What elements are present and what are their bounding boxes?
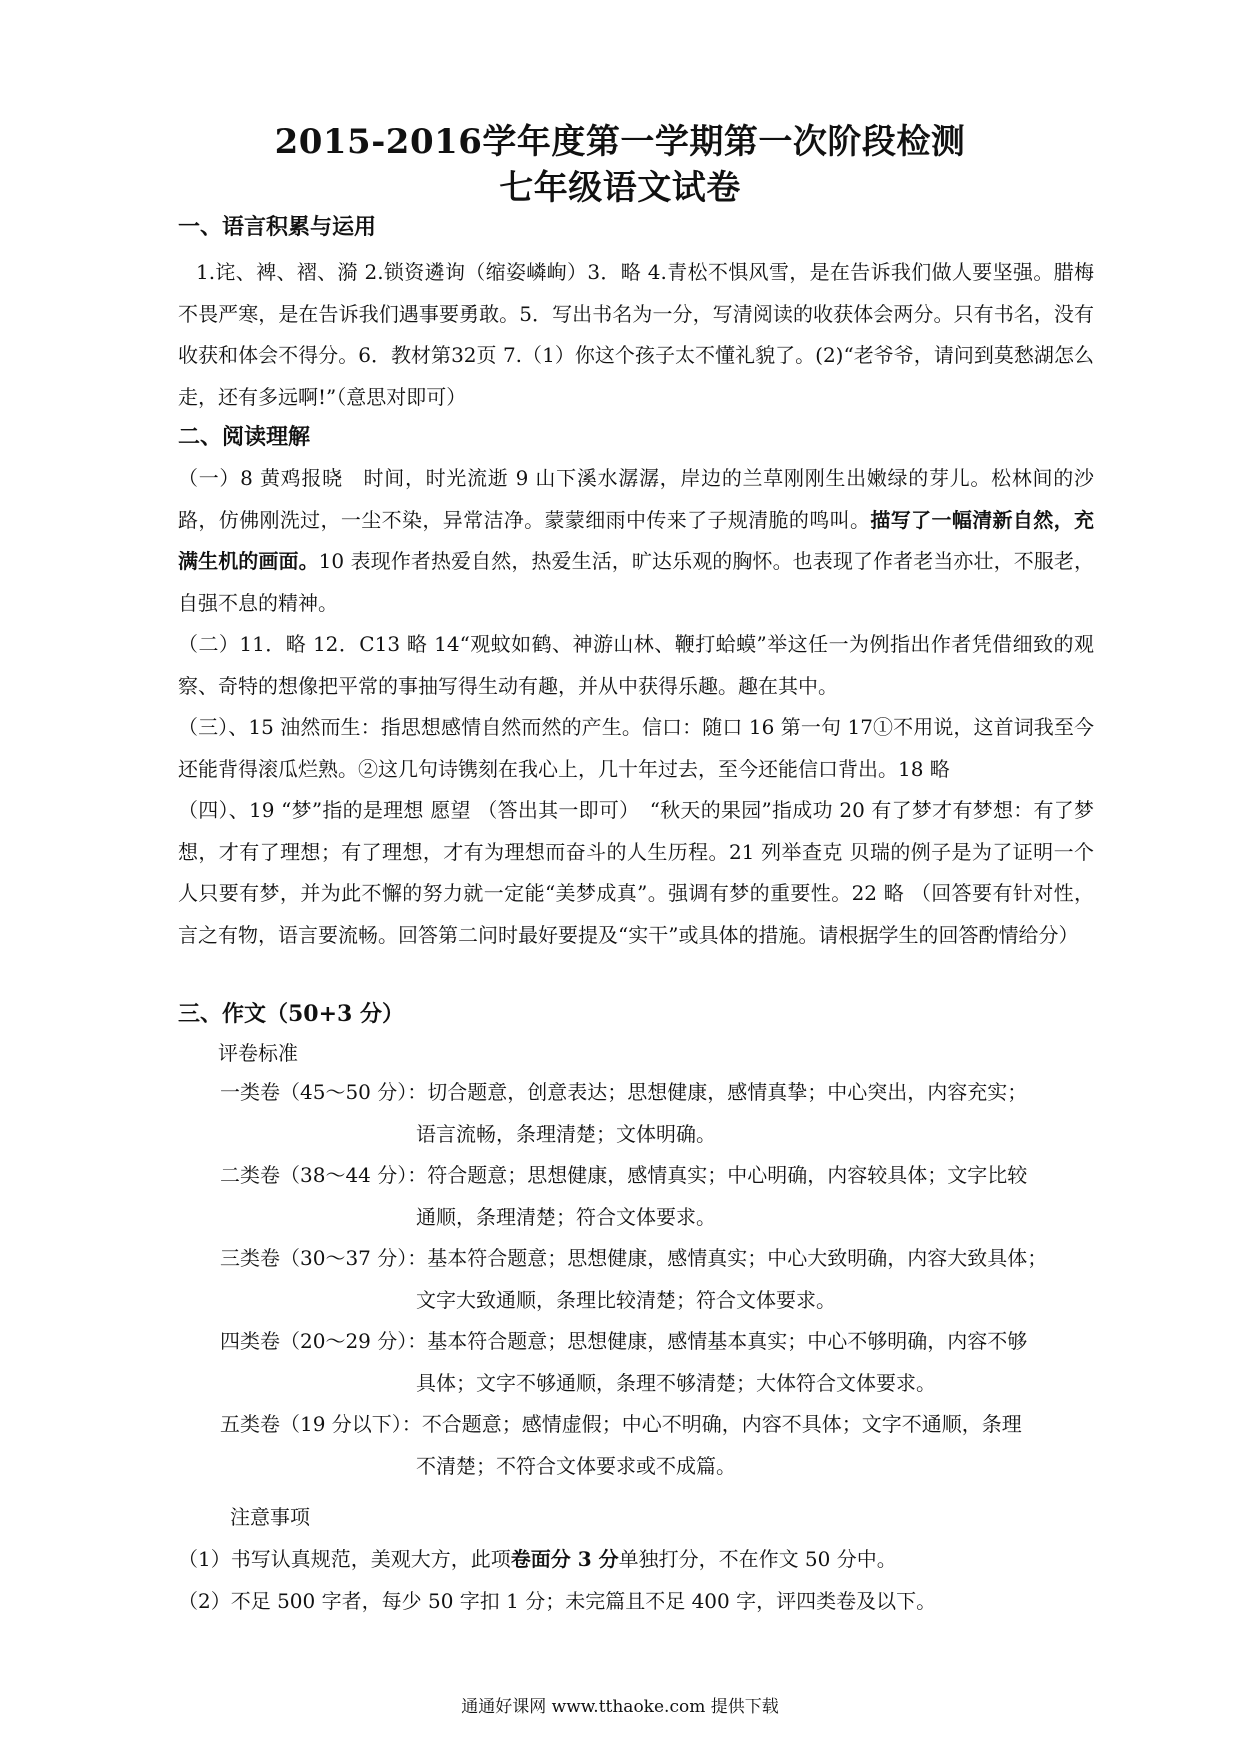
grade-item xyxy=(220,1238,1100,1321)
reading-part1-bold: 描写了一幅清新自然，充满生机的画面。 xyxy=(178,507,1095,573)
reading-part1-text: （一）8 黄鸡报晓 时间，时光流逝 9 山下溪水潺潺，岸边的兰草刚刚生出嫩绿的芽儿。松林间的沙路，仿佛刚洗过，一尘不染，异常洁净。蒙蒙细雨中传来了子规清脆的鸣叫。 xyxy=(178,466,1094,532)
grade-line1: 基本符合题意；思想健康，感情真实；中心大致明确，内容大致具体； xyxy=(427,1246,1048,1270)
reading-part3: （三）、15 油然而生：指思想感情自然而然的产生。信口：随口 16 第一句 17①不用说，这首词我至今还能背得滚瓜烂熟。②这几句诗镌刻在我心上，几十年过去，至今还能信口背出。18 略 xyxy=(178,715,1094,781)
grade-line1: 不合题意；感情虚假；中心不明确，内容不具体；文字不通顺，条理 xyxy=(421,1412,1022,1436)
grade-item xyxy=(220,1155,1100,1238)
reading-part1-text-2: 10 表现作者热爱自然，热爱生活，旷达乐观的胸怀。也表现了作者老当亦壮，不服老，自强不息的精神。 xyxy=(178,549,1094,615)
section2-heading: 二、阅读理解 xyxy=(178,424,311,450)
notes-label: 注意事项 xyxy=(230,1505,310,1529)
grade-name: 一类卷（45～50 分）： xyxy=(220,1080,428,1104)
grade-line1: 切合题意，创意表达；思想健康，感情真挚；中心突出，内容充实； xyxy=(427,1080,1028,1104)
note-1-text-2: 单独打分，不在作文 50 分中。 xyxy=(618,1547,897,1571)
page-title: 2015-2016学年度第一学期第一次阶段检测 xyxy=(274,122,966,162)
grade-name: 二类卷（38～44 分）： xyxy=(220,1163,428,1187)
grade-item xyxy=(220,1072,1100,1155)
grade-line1: 基本符合题意；思想健康，感情基本真实；中心不够明确，内容不够 xyxy=(427,1329,1028,1353)
reading-part4: （四）、19 “梦”指的是理想 愿望 （答出其一即可） “秋天的果园”指成功 20 有了梦才有梦想：有了梦想，才有了理想；有了理想，才有为理想而奋斗的人生历程。21 列举查克 贝瑞的例子是为了证明一个人只要有梦，并为此不懈的努力就一定能“美梦成真”。强调有梦的重要性。22 略 （回答要有针对性，言之有物，语言要流畅。回答第二问时最好要提及“实干”或具体的措施。请根据学生的回答酌情给分） xyxy=(178,798,1094,947)
note-1-bold: 卷面分 3 分 xyxy=(510,1547,619,1571)
grade-line2: 文字大致通顺，条理比较清楚；符合文体要求。 xyxy=(416,1287,836,1312)
grade-name: 五类卷（19 分以下）： xyxy=(220,1412,422,1436)
grade-line2: 通顺，条理清楚；符合文体要求。 xyxy=(416,1204,716,1229)
grade-line1: 符合题意；思想健康，感情真实；中心明确，内容较具体；文字比较 xyxy=(427,1163,1028,1187)
note-2: （2）不足 500 字者，每少 50 字扣 1 分；未完篇且不足 400 字，评四类卷及以下。 xyxy=(178,1589,937,1613)
criteria-label: 评卷标准 xyxy=(218,1041,298,1065)
section1-heading: 一、语言积累与运用 xyxy=(178,214,377,240)
section3-heading: 三、作文（50+3 分） xyxy=(178,1001,405,1027)
grade-name: 三类卷（30～37 分）： xyxy=(220,1246,428,1270)
grade-item xyxy=(220,1404,1100,1487)
grade-name: 四类卷（20～29 分）： xyxy=(220,1329,428,1353)
grade-line2: 语言流畅，条理清楚；文体明确。 xyxy=(416,1121,716,1146)
grade-line2: 不清楚；不符合文体要求或不成篇。 xyxy=(416,1453,736,1478)
note-1 xyxy=(178,1542,1098,1576)
note-1-text: （1）书写认真规范，美观大方，此项 xyxy=(178,1547,511,1571)
section1-text: 1.诧、裨、褶、漪 2.锁资遴询（缩姿嶙峋）3．略 4.青松不惧风雪，是在告诉我们做人要坚强。腊梅不畏严寒，是在告诉我们遇事要勇敢。5．写出书名为一分，写清阅读的收获体会两分。只有书名，没有收获和体会不得分。6．教材第32页 7.（1）你这个孩子太不懂礼貌了。(2)“老爷爷，请问到莫愁湖怎么走，还有多远啊!”（意思对即可） xyxy=(178,260,1094,409)
reading-part2: （二）11．略 12．C13 略 14“观蚊如鹤、神游山林、鞭打蛤蟆”举这任一为例指出作者凭借细致的观察、奇特的想像把平常的事抽写得生动有趣，并从中获得乐趣。趣在其中。 xyxy=(178,632,1094,698)
reading-part1 xyxy=(178,458,1094,624)
grade-line2: 具体；文字不够通顺，条理不够清楚；大体符合文体要求。 xyxy=(416,1370,936,1395)
page-subtitle: 七年级语文试卷 xyxy=(499,168,741,208)
grade-item xyxy=(220,1321,1100,1404)
page-footer: 通通好课网 www.tthaoke.com 提供下载 xyxy=(461,1697,779,1717)
